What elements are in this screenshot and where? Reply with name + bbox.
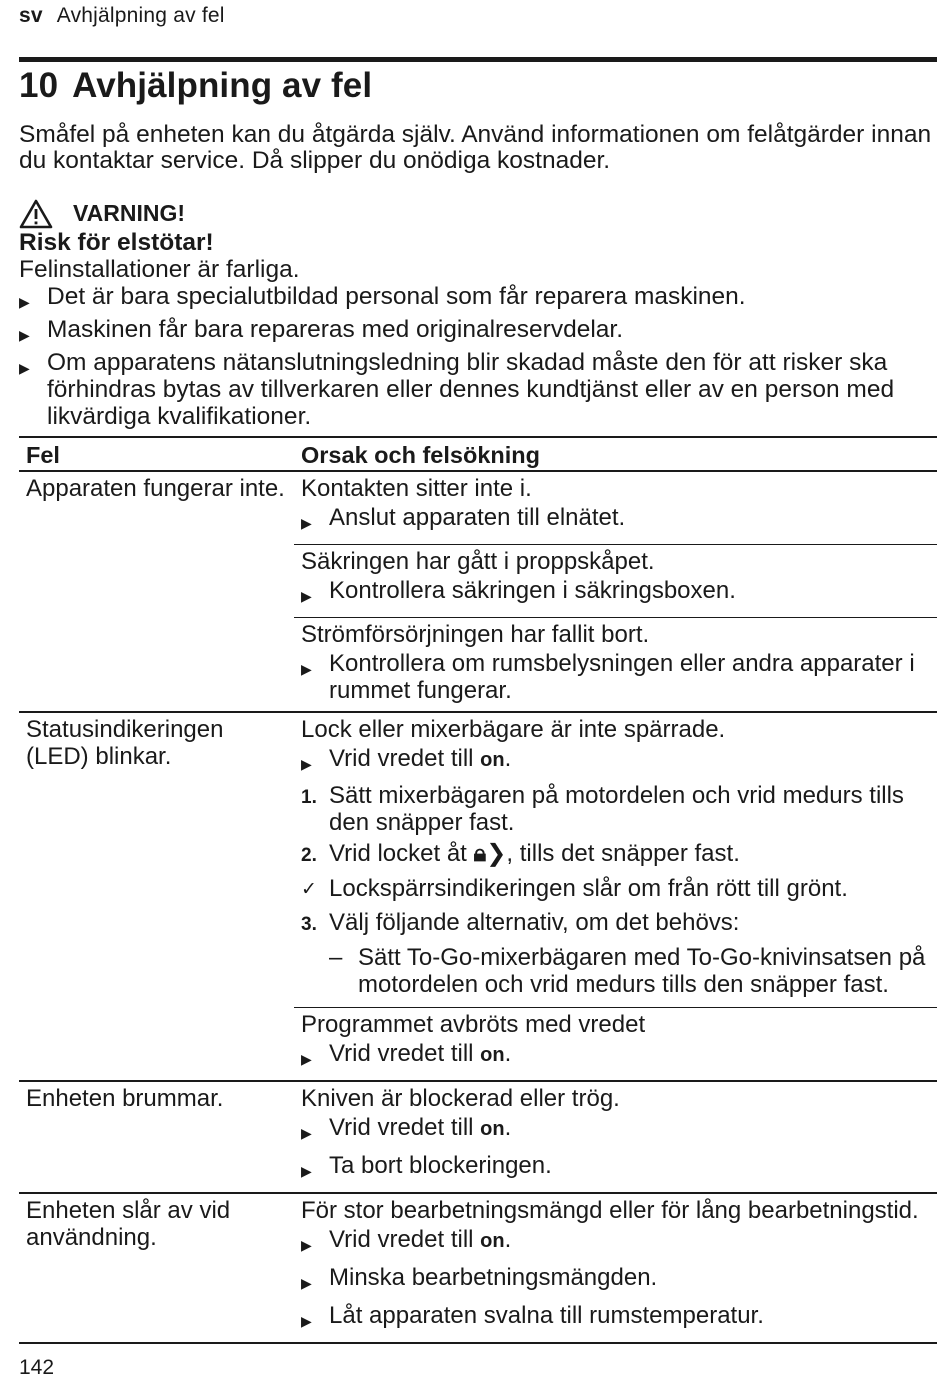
lock-closed-icon: 🔒︎❯ bbox=[473, 840, 507, 867]
fault-cell: Apparaten fungerar inte. bbox=[19, 471, 294, 712]
cause-text: Programmet avbröts med vredet bbox=[301, 1011, 646, 1038]
remedy-bullet: ▶ Kontrollera säkringen i säkringsboxen. bbox=[301, 577, 929, 610]
table-header-row bbox=[19, 437, 937, 471]
page-number: 142 bbox=[19, 1356, 55, 1379]
warning-label: VARNING! bbox=[73, 200, 186, 226]
bullet-triangle-icon: ▶ bbox=[301, 1163, 312, 1179]
remedy-bullet: ▶ Vrid vredet till on. bbox=[301, 745, 929, 778]
warning-heading bbox=[19, 198, 937, 229]
bullet-triangle-icon: ▶ bbox=[301, 661, 312, 677]
remedy-bullet: ▶ Vrid vredet till on. bbox=[301, 1114, 929, 1147]
cause-cell bbox=[294, 1081, 937, 1193]
cause-cell bbox=[294, 545, 937, 618]
cause-text: Strömförsörjningen har fallit bort. bbox=[301, 621, 650, 648]
bullet-triangle-icon: ▶ bbox=[19, 294, 30, 310]
remedy-bullet: ▶ Anslut apparaten till elnätet. bbox=[301, 504, 929, 537]
cause-cell bbox=[294, 618, 937, 713]
cause-text: Kontakten sitter inte i. bbox=[301, 475, 532, 502]
remedy-bullet: ▶ Minska bearbetningsmängden. bbox=[301, 1264, 929, 1297]
chapter-title-text: Avhjälpning av fel bbox=[72, 66, 373, 105]
cause-cell bbox=[294, 471, 937, 545]
cause-cell bbox=[294, 712, 937, 1008]
table-row bbox=[19, 471, 937, 545]
chapter-title bbox=[19, 66, 372, 106]
numbered-step: 3. Välj följande alternativ, om det behövs: bbox=[301, 909, 740, 936]
header-rule bbox=[19, 57, 937, 62]
header-cause: Orsak och felsökning bbox=[294, 437, 937, 471]
warning-triangle-icon bbox=[19, 199, 53, 229]
warning-statement: Felinstallationer är farliga. bbox=[19, 256, 300, 283]
remedy-bullet: ▶ Låt apparaten svalna till rumstemperatur. bbox=[301, 1302, 929, 1335]
remedy-bullet: ▶ Vrid vredet till on. bbox=[301, 1226, 929, 1259]
cause-cell bbox=[294, 1193, 937, 1343]
warning-bullet: ▶ Om apparatens nätanslutningsledning blir skadad måste den för att risker ska förhindras bytas av tillverkaren eller dennes kundtjänst eller av en person med likvärdiga kvalifikationer. bbox=[19, 349, 895, 430]
numbered-step: 1. Sätt mixerbägaren på motordelen och vrid medurs tills den snäpper fast. bbox=[301, 782, 904, 836]
table-row bbox=[19, 1081, 937, 1193]
section-name: Avhjälpning av fel bbox=[56, 4, 225, 27]
bullet-triangle-icon: ▶ bbox=[301, 588, 312, 604]
bullet-triangle-icon: ▶ bbox=[301, 1313, 312, 1329]
bullet-triangle-icon: ▶ bbox=[19, 327, 30, 343]
bullet-triangle-icon: ▶ bbox=[301, 756, 312, 772]
cause-cell bbox=[294, 1008, 937, 1082]
numbered-step: 2. Vrid locket åt 🔒︎❯, tills det snäpper fast. bbox=[301, 840, 740, 867]
fault-cell: Enheten slår av vid användning. bbox=[19, 1193, 294, 1343]
bullet-triangle-icon: ▶ bbox=[301, 1125, 312, 1141]
troubleshooting-table bbox=[19, 436, 937, 1344]
table-row bbox=[19, 1193, 937, 1343]
checkmark-icon: ✓ bbox=[301, 879, 317, 900]
warning-box bbox=[19, 198, 937, 430]
cause-text: För stor bearbetningsmängd eller för lång bearbetningstid. bbox=[301, 1197, 919, 1224]
remedy-bullet: ▶ Ta bort blockeringen. bbox=[301, 1152, 929, 1185]
chapter-number: 10 bbox=[19, 66, 59, 105]
bullet-triangle-icon: ▶ bbox=[301, 1051, 312, 1067]
intro-paragraph: Småfel på enheten kan du åtgärda själv. Använd informationen om felåtgärder innan du kontaktar service. Då slipper du onödiga kostnader. bbox=[19, 121, 932, 174]
bullet-triangle-icon: ▶ bbox=[301, 1237, 312, 1253]
cause-text: Säkringen har gått i proppskåpet. bbox=[301, 548, 655, 575]
fault-cell: Enheten brummar. bbox=[19, 1081, 294, 1193]
warning-bullet: ▶ Maskinen får bara repareras med originalreservdelar. bbox=[19, 316, 937, 349]
running-header bbox=[19, 4, 225, 28]
cause-text: Lock eller mixerbägare är inte spärrade. bbox=[301, 716, 726, 743]
warning-risk: Risk för elstötar! bbox=[19, 229, 214, 256]
dash-item: – Sätt To-Go-mixerbägaren med To-Go-knivinsatsen på motordelen och vrid medurs tills den snäpper fast. bbox=[329, 944, 926, 998]
bullet-triangle-icon: ▶ bbox=[301, 1275, 312, 1291]
cause-text: Kniven är blockerad eller trög. bbox=[301, 1085, 620, 1112]
table-row bbox=[19, 712, 937, 1008]
remedy-bullet: ▶ Kontrollera om rumsbelysningen eller andra apparater i rummet fungerar. bbox=[301, 650, 915, 704]
warning-bullet: ▶ Det är bara specialutbildad personal som får reparera maskinen. bbox=[19, 283, 937, 316]
bullet-triangle-icon: ▶ bbox=[301, 515, 312, 531]
remedy-bullet: ▶ Vrid vredet till on. bbox=[301, 1040, 929, 1073]
result-check: ✓ Lockspärrsindikeringen slår om från rött till grönt. bbox=[301, 875, 848, 902]
fault-cell: Statusindikeringen (LED) blinkar. bbox=[19, 712, 294, 1081]
header-fault: Fel bbox=[19, 437, 294, 471]
language-code: sv bbox=[19, 4, 43, 27]
bullet-triangle-icon: ▶ bbox=[19, 360, 30, 376]
